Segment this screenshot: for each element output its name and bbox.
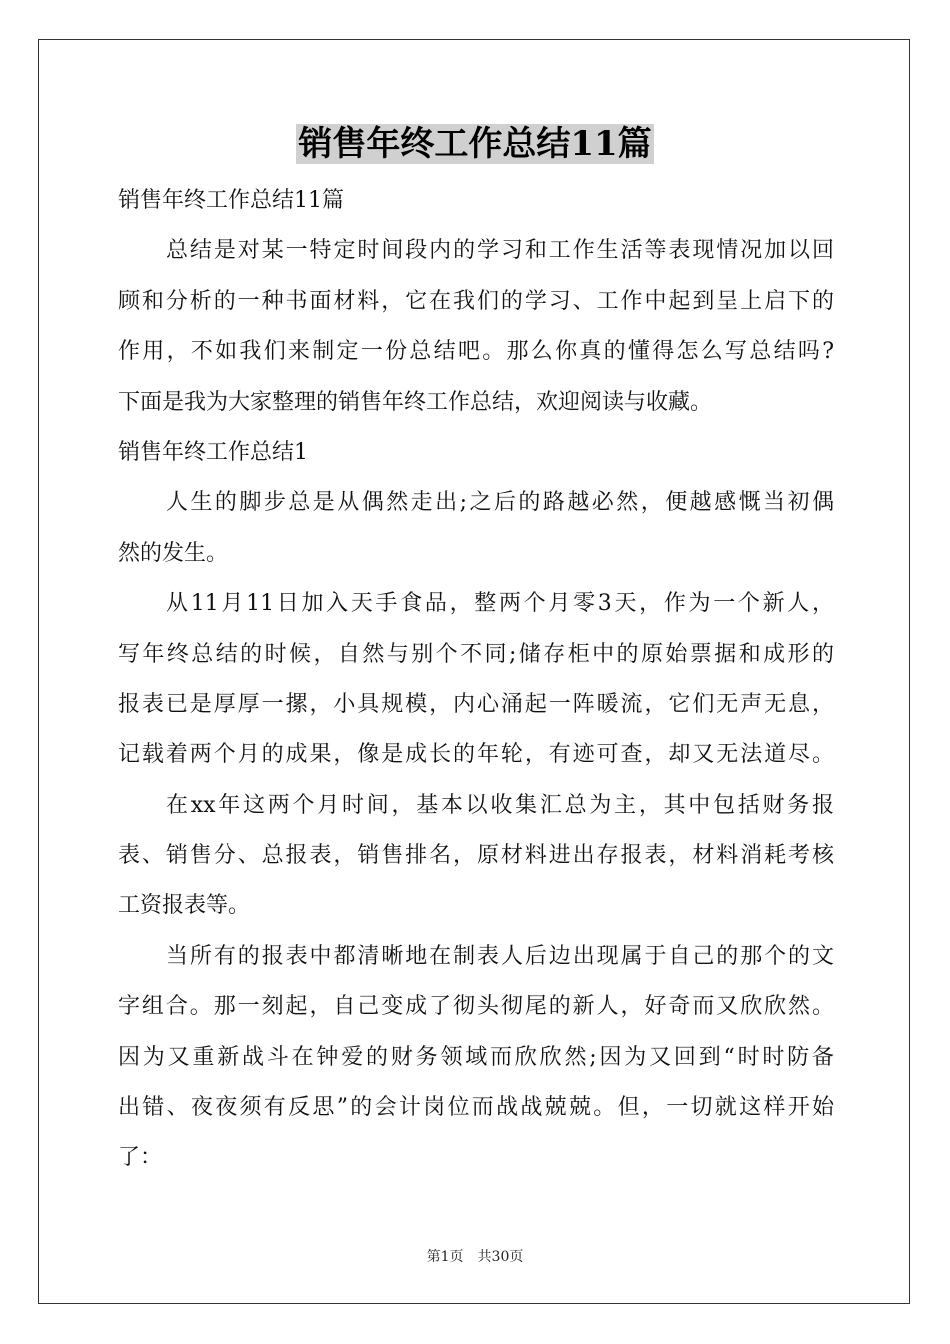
document-body — [118, 176, 834, 1184]
subtitle-line: 销售年终工作总结11篇 — [118, 188, 344, 213]
paragraph-line: 字组合。那一刻起，自己变成了彻头彻尾的新人，好奇而又欣欣然。 — [118, 994, 834, 1020]
document-title-text: 销售年终工作总结11篇 — [298, 124, 652, 164]
paragraph-line: 了： — [118, 1145, 163, 1171]
section-heading: 销售年终工作总结1 — [118, 439, 308, 465]
paragraph-line: 写年终总结的时候，自然与别个不同;储存柜中的原始票据和成形的 — [118, 641, 834, 667]
paragraph-line: 从11月11日加入天手食品，整两个月零3天，作为一个新人， — [166, 591, 834, 617]
page-footer — [0, 1246, 950, 1266]
page-number: 第1页 — [426, 1249, 464, 1265]
paragraph-line: 然的发生。 — [118, 540, 229, 566]
paragraph-line: 表、销售分、总报表，销售排名，原材料进出存报表，材料消耗考核 — [118, 843, 834, 869]
paragraph-line: 作用，不如我们来制定一份总结吧。那么你真的懂得怎么写总结吗? — [118, 339, 834, 365]
paragraph-line: 当所有的报表中都清晰地在制表人后边出现属于自己的那个的文 — [166, 943, 834, 969]
paragraph-line: 总结是对某一特定时间段内的学习和工作生活等表现情况加以回 — [166, 238, 834, 264]
paragraph-line: 工资报表等。 — [118, 893, 251, 919]
paragraph-line: 因为又重新战斗在钟爱的财务领域而欣欣然;因为又回到“时时防备 — [118, 1044, 834, 1070]
paragraph-line: 人生的脚步总是从偶然走出;之后的路越必然，便越感慨当初偶 — [166, 490, 834, 516]
paragraph-line: 出错、夜夜须有反思”的会计岗位而战战兢兢。但，一切就这样开始 — [118, 1095, 834, 1121]
paragraph-line: 记载着两个月的成果，像是成长的年轮，有迹可查，却又无法道尽。 — [118, 742, 834, 768]
paragraph-line: 顾和分析的一种书面材料，它在我们的学习、工作中起到呈上启下的 — [118, 288, 834, 314]
page-total: 共30页 — [477, 1249, 524, 1265]
paragraph-line: 在xx年这两个月时间，基本以收集汇总为主，其中包括财务报 — [166, 792, 834, 818]
document-title — [0, 120, 950, 168]
paragraph-line: 报表已是厚厚一摞，小具规模，内心涌起一阵暖流，它们无声无息， — [118, 691, 834, 717]
paragraph-line: 下面是我为大家整理的销售年终工作总结，欢迎阅读与收藏。 — [118, 389, 713, 415]
